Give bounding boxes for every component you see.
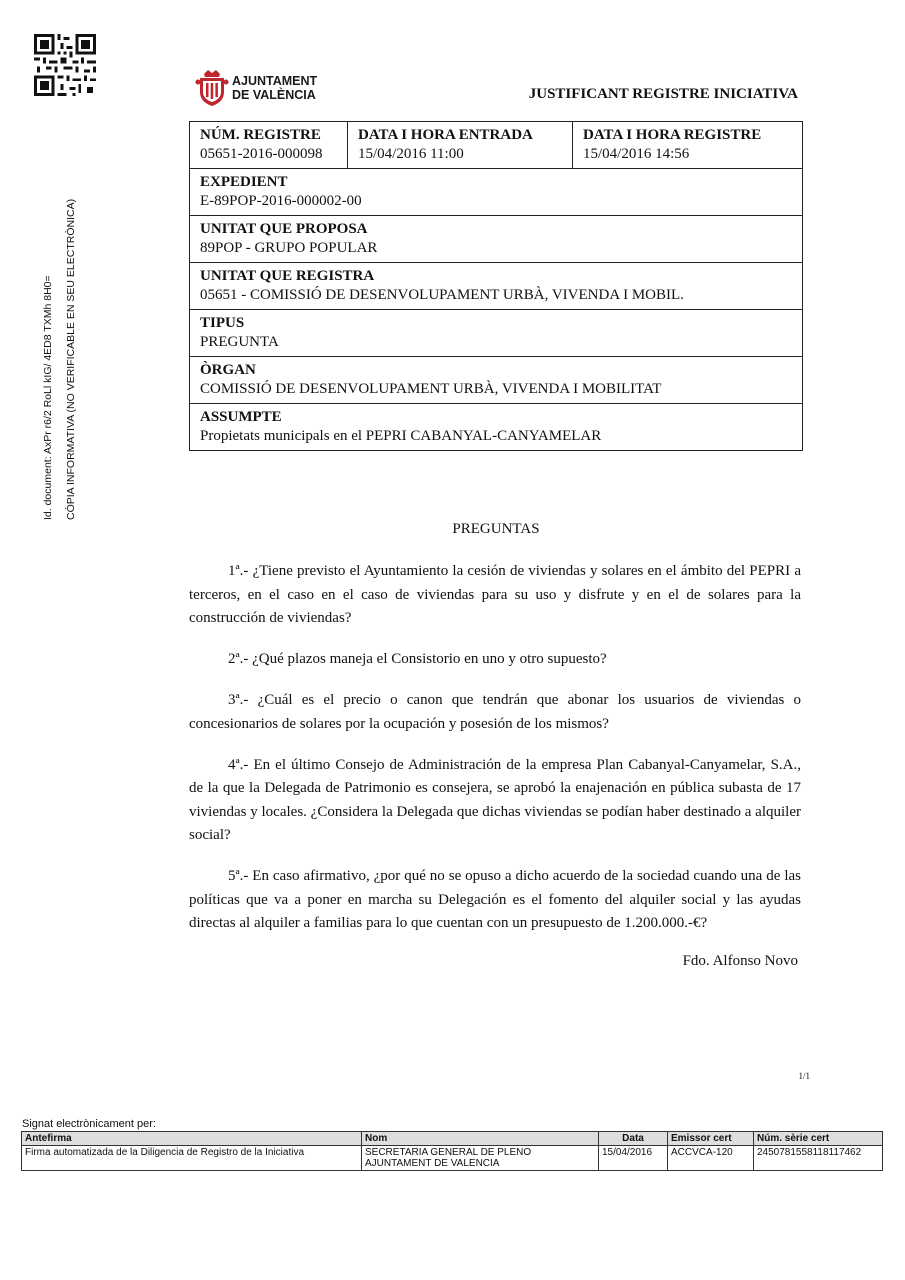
unitat-registra-value: 05651 - COMISSIÓ DE DESENVOLUPAMENT URBÀ, VIVENDA I MOBIL. [200, 287, 684, 303]
assumpte-label: ASSUMPTE [200, 409, 282, 425]
side-verification-text [37, 160, 83, 520]
data-entrada-label: DATA I HORA ENTRADA [358, 127, 533, 143]
signed-by-label: Signat electrònicament per: [22, 1118, 156, 1130]
antefirma-value: Firma automatizada de la Diligencia de Registro de la Iniciativa [22, 1146, 362, 1171]
expedient-label: EXPEDIENT [200, 174, 288, 190]
certificate-row [22, 1146, 883, 1171]
serie-header: Núm. sèrie cert [754, 1132, 883, 1146]
emissor-value: ACCVCA-120 [668, 1146, 754, 1171]
emissor-header: Emissor cert [668, 1132, 754, 1146]
document-id: Id. document: AxPr r6/2 RoLl kIG/ 4ED8 TXMh 8H0= [42, 275, 54, 520]
unitat-proposa-label: UNITAT QUE PROPOSA [200, 221, 368, 237]
copy-notice: CÒPIA INFORMATIVA (NO VERIFICABLE EN SEU ELECTRÒNICA) [65, 198, 77, 520]
data-value: 15/04/2016 [599, 1146, 668, 1171]
questions-body [189, 560, 801, 953]
registry-table [189, 121, 803, 451]
page-number: 1/1 [798, 1071, 810, 1081]
tipus-cell [190, 310, 803, 357]
question-5: 5ª.- En caso afirmativo, ¿por qué no se opuso a dicho acuerdo de la sociedad cuando una de las políticas que va a poner en marcha su Delegación es el fomento del alquiler social y las ayudas directas al alquiler a familias para lo que cuentan con un presupuesto de 1.200.000.-€? [189, 868, 801, 931]
data-registre-value: 15/04/2016 14:56 [583, 146, 690, 162]
assumpte-cell [190, 404, 803, 451]
num-registre-value: 05651-2016-000098 [200, 146, 323, 162]
question-4: 4ª.- En el último Consejo de Administración de la empresa Plan Cabanyal-Canyamelar, S.A., de la que la Delegada de Patrimonio es consejera, se aprobó la enajenación en pública subasta de 17 viviendas y locales. ¿Considera la Delegada que dichas viviendas se podían haber destinado a alquiler social? [189, 756, 801, 843]
ajuntament-logo [195, 68, 317, 108]
num-registre-label: NÚM. REGISTRE [200, 127, 321, 143]
data-header: Data [599, 1132, 668, 1146]
question-2: 2ª.- ¿Qué plazos maneja el Consistorio en uno y otro supuesto? [228, 651, 607, 667]
logo-line-1: AJUNTAMENT [232, 74, 318, 88]
nom-value [362, 1146, 599, 1171]
qr-code [34, 34, 96, 96]
nom-line-2: AJUNTAMENT DE VALENCIA [365, 1158, 500, 1169]
unitat-proposa-cell [190, 216, 803, 263]
data-registre-label: DATA I HORA REGISTRE [583, 127, 762, 143]
document-title: JUSTIFICANT REGISTRE INICIATIVA [528, 86, 798, 102]
nom-header: Nom [362, 1132, 599, 1146]
certificate-header-row [22, 1132, 883, 1146]
data-registre-cell [573, 122, 803, 169]
serie-value: 2450781558118117462 [754, 1146, 883, 1171]
question-3: 3ª.- ¿Cuál es el precio o canon que tendrán que abonar los usuarios de viviendas o concesionarios de solares por la ocupación y posesión de los mismos? [189, 692, 801, 732]
unitat-proposa-value: 89POP - GRUPO POPULAR [200, 240, 378, 256]
nom-line-1: SECRETARIA GENERAL DE PLENO [365, 1147, 532, 1158]
question-1: 1ª.- ¿Tiene previsto el Ayuntamiento la cesión de viviendas y solares en el ámbito del PEPRI a terceros, en el caso en el caso de viviendas para su uso y disfrute y en el de solares para la construcción de viviendas? [189, 563, 801, 626]
logo-line-2: DE VALÈNCIA [232, 88, 316, 102]
questions-title: PREGUNTAS [452, 521, 540, 537]
unitat-registra-label: UNITAT QUE REGISTRA [200, 268, 375, 284]
organ-value: COMISSIÓ DE DESENVOLUPAMENT URBÀ, VIVENDA I MOBILITAT [200, 381, 662, 397]
data-entrada-value: 15/04/2016 11:00 [358, 146, 464, 162]
signature-line: Fdo. Alfonso Novo [682, 953, 798, 969]
assumpte-value: Propietats municipals en el PEPRI CABANYAL-CANYAMELAR [200, 428, 602, 444]
antefirma-header: Antefirma [22, 1132, 362, 1146]
unitat-registra-cell [190, 263, 803, 310]
num-registre-cell [190, 122, 348, 169]
tipus-label: TIPUS [200, 315, 245, 331]
data-entrada-cell [348, 122, 573, 169]
expedient-value: E-89POP-2016-000002-00 [200, 193, 362, 209]
organ-label: ÒRGAN [200, 362, 256, 378]
tipus-value: PREGUNTA [200, 334, 279, 350]
expedient-cell [190, 169, 803, 216]
city-crest-icon [195, 68, 229, 108]
organ-cell [190, 357, 803, 404]
signature-certificate-table [21, 1131, 883, 1171]
